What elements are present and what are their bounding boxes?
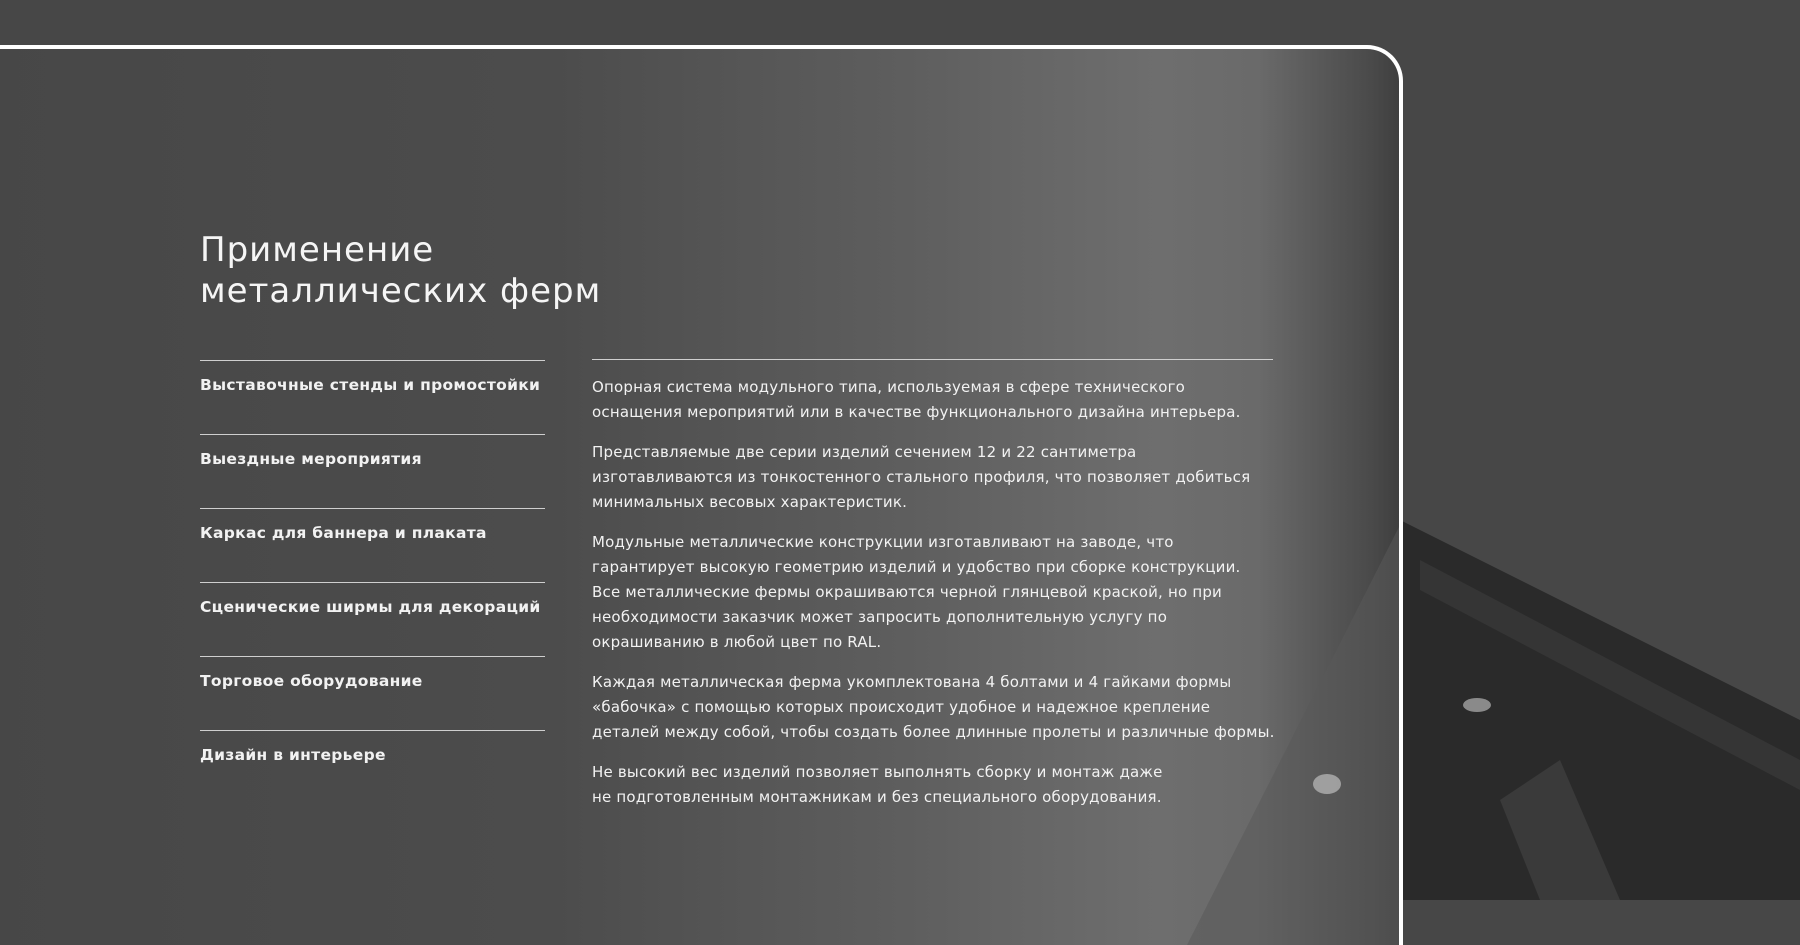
description-paragraph: Каждая металлическая ферма укомплектована 4 болтами и 4 гайками формы «бабочка» с помощью которых происходит удобное и надежное крепление деталей между собой, чтобы создать более длинные пролеты и различные формы. (592, 673, 1275, 741)
description-paragraph: Не высокий вес изделий позволяет выполнять сборку и монтаж даже не подготовленным монтажникам и без специального оборудования. (592, 763, 1163, 806)
description-paragraph: Модульные металлические конструкции изготавливают на заводе, что гарантирует высокую геометрию изделий и удобство при сборке конструкции. Все металлические фермы окрашиваются черной глянцевой краской, но при необходимости заказчик может запросить дополнительную услугу по окрашиванию в любой цвет по RAL. (592, 533, 1241, 651)
application-item-stage-screens[interactable]: Сценические ширмы для декораций (200, 582, 545, 656)
description-paragraph: Представляемые две серии изделий сечением 12 и 22 сантиметра изготавливаются из тонкостенного стального профиля, что позволяет добиться минимальных весовых характеристик. (592, 443, 1251, 511)
application-item-interior[interactable]: Дизайн в интерьере (200, 730, 545, 804)
title-line-2: металлических ферм (200, 271, 602, 311)
application-item-banner-frame[interactable]: Каркас для баннера и плаката (200, 508, 545, 582)
application-item-retail[interactable]: Торговое оборудование (200, 656, 545, 730)
description (592, 360, 1312, 825)
description-paragraph: Опорная система модульного типа, используемая в сфере технического оснащения мероприятий или в качестве функционального дизайна интерьера. (592, 378, 1241, 421)
application-item-events[interactable]: Выездные мероприятия (200, 434, 545, 508)
application-item-exhibition[interactable]: Выставочные стенды и промостойки (200, 360, 545, 434)
applications-list (200, 360, 545, 804)
divider (592, 359, 1273, 360)
page-title (200, 230, 601, 312)
title-line-1: Применение (200, 230, 435, 270)
